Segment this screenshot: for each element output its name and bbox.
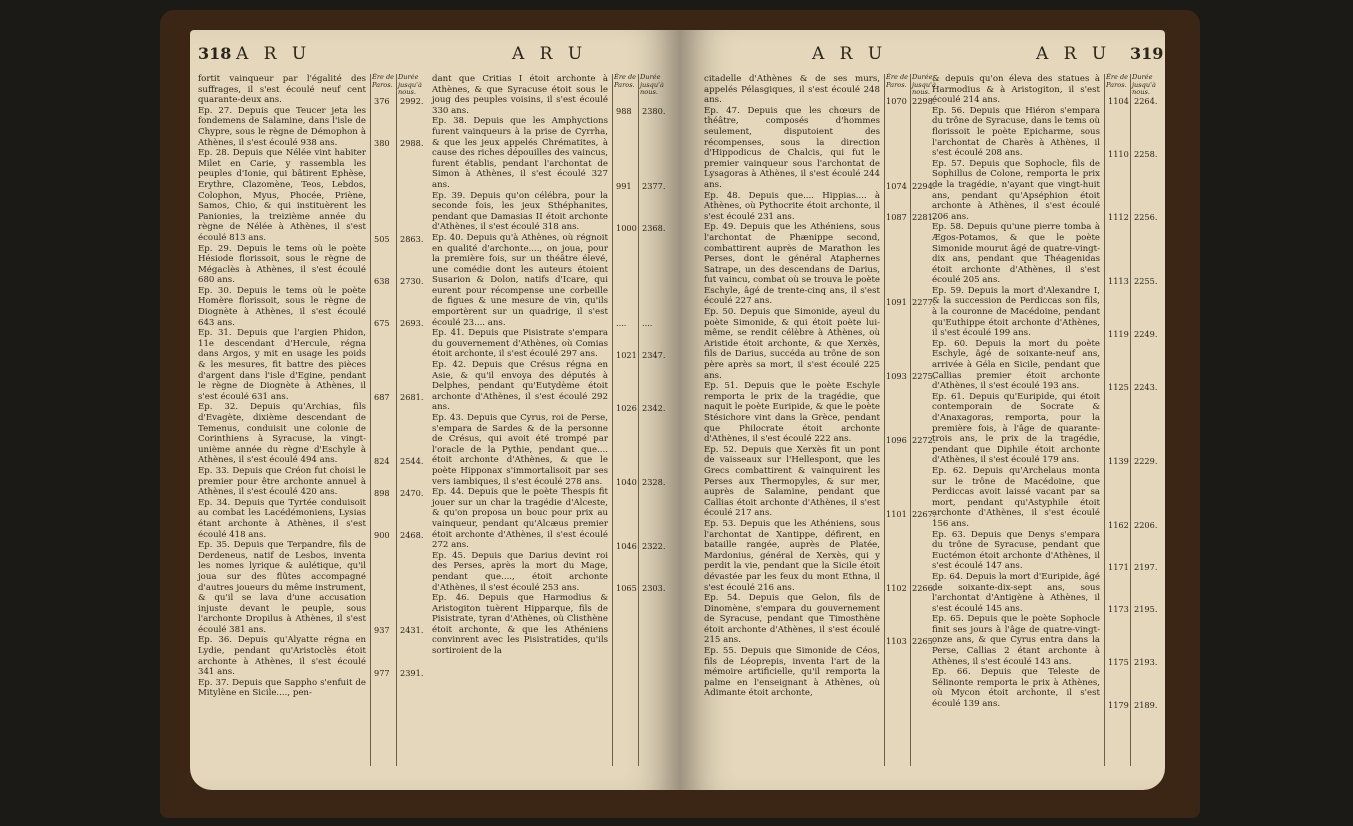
era-value: 900 [374,530,390,541]
era-value: 988 [616,106,632,117]
epoch-text: Ep. 46. Depuis que Harmodius & Aristogiton tuèrent Hipparque, fils de Pisistrate, tyran d'Athènes, où Clisthène étoit archonte, & que les Athéniens convinrent avec les Pisistratides, qu'ils sortiroient de la [432,593,608,657]
epoch-entry [704,222,936,308]
duree-value: 2328. [642,477,666,488]
duree-value: 2275. [912,371,936,382]
epoch-text: Ep. 54. Depuis que Gelon, fils de Dinomène, s'empara du gouvernement de Syracuse, pendant que Timosthène étoit archonte d'Athènes, il s'est écoulé 215 ans. [704,593,880,646]
duree-value: 2431. [400,625,424,636]
epoch-entry [932,465,1158,530]
duree-value: 2189. [1134,699,1158,710]
column-rule [370,74,371,766]
epoch-entry [198,148,424,244]
epoch-text: Ep. 27. Depuis que Teucer jeta les fondemens de Salamine, dans l'isle de Chypre, sous le règne de Démophon à Athènes, il s'est écoulé 938 ans. [198,105,366,148]
duree-value: 2380. [642,106,666,117]
epoch-text: & depuis qu'on éleva des statues à Harmodius & à Aristogiton, il s'est écoulé 214 ans. [932,74,1100,106]
era-value: 1173 [1108,604,1129,615]
duree-value: 2863. [400,233,424,244]
epoch-text: Ep. 47. Depuis que les chœurs de théâtre, composés d'hommes seulement, disputoient des récompenses, sous la direction d'Hippodicus de Chalcis, qui fut le premier vainqueur sous l'archontat de Lysagoras à Athènes, il s'est écoulé 244 ans. [704,105,880,190]
epoch-entry [432,232,653,329]
era-value: 1087 [886,212,907,223]
epoch-entry [432,413,666,488]
era-value: 380 [374,138,390,149]
epoch-entry [198,465,424,498]
epoch-text: Ep. 29. Depuis le tems où le poète Hésiode florissoit, sous le règne de Mégaclès à Athènes, il s'est écoulé 680 ans. [198,243,366,286]
epoch-text: Ep. 38. Depuis que les Amphyctions furent vainqueurs à la prise de Cyrrha, & que les jeux appelés Chrématites, à cause des riches dépouilles des vaincus, furent établis, pendant l'archontat de Simon à Athènes, il s'est écoulé 327 ans. [432,116,608,190]
duree-value: 2265. [912,636,936,647]
epoch-text: fortit vainqueur par l'égalité des suffrages, il s'est écoulé neuf cent quarante-deux ans. [198,74,366,106]
duree-value: 2298. [912,95,936,106]
duree-value: 2681. [400,392,424,403]
duree-value: 2303. [642,583,666,594]
era-value: 1074 [886,180,907,191]
epoch-entry [704,105,936,191]
duree-value: 2243. [1134,381,1158,392]
era-value: 1021 [616,350,637,361]
epoch-entry [432,328,666,361]
era-value: 1113 [1108,275,1129,286]
duree-value: 2255. [1134,275,1158,286]
era-value: 505 [374,233,390,244]
era-value: 1070 [886,95,907,106]
epoch-text: Ep. 66. Depuis que Teleste de Sélinonte remporta le prix à Athènes, où Mycon étoit archonte, il s'est écoulé 139 ans. [932,667,1100,710]
epoch-entry [704,646,880,699]
epoch-text: Ep. 35. Depuis que Terpandre, fils de Derdeneus, natif de Lesbos, inventa les nomes lyrique & aulétique, qu'il joua sur des flûtes accompagné d'autres joueurs du même instrument, & qu'il se lava d'une accusation injuste devant le peuple, sous l'archonte Dropilus à Athènes, il s'est écoulé 381 ans. [198,540,366,635]
epoch-entry [198,678,366,699]
era-value: 937 [374,625,390,636]
epoch-entry [198,285,424,329]
epoch-text: Ep. 43. Depuis que Cyrus, roi de Perse, s'empara de Sardes & de la personne de Crésus, qui avoit été trompé par l'oracle de la Pythie, pendant que.... étoit archonte d'Athènes, & que le poète Hipponax s'immortalisoit par ses vers iambiques, il s'est écoulé 278 ans. [432,413,608,487]
duree-value: .... [642,318,653,329]
column-rule [1104,74,1105,766]
epoch-entry [198,402,424,466]
epoch-text: Ep. 31. Depuis que l'argien Phidon, 11e descendant d'Hercule, régna dans Argos, y mit en usage les poids & les mesures, fit battre des pièces d'argent dans l'isle d'Egine, pendant le règne de Diognète à Athènes, il s'est écoulé 631 ans. [198,328,366,402]
era-value: 1096 [886,434,907,445]
right-col1-table-header [886,74,938,97]
era-value: 1000 [616,222,637,233]
era-value: 1112 [1108,212,1129,223]
epoch-entry [932,158,1158,223]
epoch-text: Ep. 51. Depuis que le poète Eschyle remporta le prix de la tragédie, que naquit le poète Euripide, & que le poète Stésichore vint dans la Grèce, pendant que Philocrate étoit archonte d'Athènes, il s'est écoulé 222 ans. [704,381,880,445]
era-header: Ère de Paros. [886,73,909,89]
epoch-text: Ep. 53. Depuis que les Athéniens, sous l'archontat de Xantippe, défirent, en bataille rangée, auprès de Platée, Mardonius, général de Xerxès, qui y perdit la vie, pendant que la Sicile étoit dévastée par les feux du mont Ethna, il s'est écoulé 216 ans. [704,518,880,593]
epoch-entry [704,307,936,382]
epoch-text: Ep. 61. Depuis qu'Euripide, qui étoit contemporain de Socrate & d'Anaxagoras, remporta, pour la première fois, à l'âge de quarante-trois ans, le prix de la tragédie, pendant que Diphile étoit archonte d'Athènes, il s'est écoulé 179 ans. [932,391,1100,466]
duree-value: 2342. [642,403,666,413]
era-value: 1162 [1108,519,1129,530]
era-value: 1040 [616,477,637,488]
left-col1-table-header [372,74,424,97]
duree-value: 2544. [400,455,424,466]
epoch-entry [704,381,936,445]
duree-value: 2206. [1134,519,1158,530]
duree-header: Durée jusqu'à nous. [640,73,664,97]
duree-value: 2256. [1134,212,1158,223]
era-value: 1093 [886,371,907,382]
epoch-entry [932,105,1158,159]
epoch-text: Ep. 33. Depuis que Créon fut choisi le premier pour être archonte annuel à Athènes, il s'est écoulé 420 ans. [198,465,366,498]
column-rule [910,74,911,766]
epoch-text: Ep. 57. Depuis que Sophocle, fils de Sophillus de Colone, remporta le prix de la tragédie, n'ayant que vingt-huit ans, pendant qu'Apséphion étoit archonte à Athènes, il s'est écoulé 206 ans. [932,158,1100,222]
era-value: 1103 [886,636,907,647]
epoch-entry [932,391,1158,466]
epoch-entry [704,518,936,594]
right-running-title: A R U [1036,44,1112,64]
epoch-text: Ep. 45. Depuis que Darius devint roi des Perses, après la mort du Mage, pendant que...., étoit archonte d'Athènes, il s'est écoulé 253 ans. [432,550,608,593]
epoch-entry [932,529,1158,572]
duree-value: 2277. [912,297,936,308]
duree-value: 2193. [1134,657,1158,668]
epoch-text: Ep. 50. Depuis que Simonide, ayeul du poète Simonide, & qui étoit poète lui-même, se rendit célèbre à Athènes, où Aristide étoit archonte, & que Xerxès, fils de Darius, succéda au trône de son père après sa mort, il s'est écoulé 225 ans. [704,307,880,381]
era-value: 1102 [886,583,907,594]
era-value: 824 [374,455,390,466]
era-value: 977 [374,667,390,678]
epoch-text: Ep. 39. Depuis qu'on célébra, pour la seconde fois, les jeux Sthéphanites, pendant que Damasias II étoit archonte d'Athènes, il s'est écoulé 318 ans. [432,190,608,233]
right-running-head [680,44,1165,66]
duree-value: 2693. [400,318,424,329]
era-value: 1119 [1108,328,1129,339]
duree-value: 2249. [1134,328,1158,339]
epoch-text: Ep. 30. Depuis le tems où le poète Homère florissoit, sous le règne de Diognète à Athènes, il s'est écoulé 643 ans. [198,285,366,328]
epoch-text: Ep. 37. Depuis que Sappho s'enfuit de Mitylène en Sicile...., pen- [198,677,366,699]
epoch-entry [932,338,1158,392]
era-value: 1171 [1108,561,1129,572]
epoch-text: Ep. 55. Depuis que Simonide de Céos, fils de Léoprepis, inventa l'art de la mémoire artificielle, qu'il remporta la palme en l'enseignant à Athènes, où Adimante étoit archonte, [704,646,880,699]
epoch-entry [704,190,936,223]
epoch-entry [432,116,666,191]
epoch-text: Ep. 60. Depuis la mort du poète Eschyle, âgé de soixante-neuf ans, arrivée à Géla en Sicile, pendant que Callias premier étoit archonte d'Athènes, il s'est écoulé 193 ans. [932,338,1100,392]
duree-value: 2294. [912,180,936,191]
epoch-entry [198,540,424,636]
epoch-text: Ep. 36. Depuis qu'Alyatte régna en Lydie, pendant qu'Aristoclès étoit archonte à Athènes, il s'est écoulé 341 ans. [198,635,366,678]
epoch-text: Ep. 52. Depuis que Xerxès fit un pont de vaisseaux sur l'Hellespont, que les Grecs combattirent & vainquirent les Perses aux Thermopyles, & sur mer, auprès de Salamine, pendant que Callias étoit archonte d'Athènes, il s'est écoulé 217 ans. [704,444,880,519]
right-page [680,30,1165,790]
epoch-text: Ep. 56. Depuis que Hiéron s'empara du trône de Syracuse, dans le tems où florissoit le poète Epicharme, sous l'archontat de Charès à Athènes, il s'est écoulé 208 ans. [932,105,1100,159]
epoch-entry [932,614,1158,668]
epoch-entry [432,487,666,551]
column-rule [396,74,397,766]
epoch-text: Ep. 28. Depuis que Nélée vint habiter Milet en Carie, y rassembla les peuples d'Ionie, qui bâtirent Ephèse, Erythre, Clazomène, Teos, Lebdos, Colophon, Myus, Phocée, Priène, Samos, Chio, & qui instituèrent les Panionies, la treizième année du règne de Nélée à Athènes, il s'est écoulé 813 ans. [198,148,366,243]
era-value: 991 [616,180,632,191]
era-value: 675 [374,318,390,329]
epoch-text: Ep. 62. Depuis qu'Archelaus monta sur le trône de Macédoine, que Perdiccas avoit laissé vacant par sa mort, pendant qu'Astyphile étoit archonte d'Athènes, il s'est écoulé 156 ans. [932,465,1100,529]
duree-value: 2347. [642,350,666,361]
duree-value: 2391. [400,667,424,678]
era-value: 1110 [1108,148,1129,159]
duree-header: Durée jusqu'à nous. [912,73,936,97]
duree-value: 2988. [400,138,424,149]
column-rule [612,74,613,766]
left-running-title: A R U [236,44,312,64]
epoch-entry [432,550,666,594]
epoch-text: Ep. 64. Depuis la mort d'Euripide, âgé de soixante-dix-sept ans, sous l'archontat d'Antigène à Athènes, il s'est écoulé 145 ans. [932,571,1100,614]
duree-value: 2264. [1134,95,1158,106]
era-value: .... [616,318,627,329]
epoch-text: Ep. 63. Depuis que Denys s'empara du trône de Syracuse, pendant que Euctémon étoit archonte d'Athènes, il s'est écoulé 147 ans. [932,529,1100,572]
epoch-text: Ep. 41. Depuis que Pisistrate s'empara du gouvernement d'Athènes, où Comias étoit archonte, il s'est écoulé 297 ans. [432,328,608,360]
right-col2-table-header [1106,74,1158,97]
epoch-text: Ep. 49. Depuis que les Athéniens, sous l'archontat de Phænippe second, combattirent auprès de Marathon les Perses, dont le général Ataphernes Satrape, un des descendans de Darius, fut vaincu, combat où se trouva le poète Eschyle, âgé de trente-cinq ans, il s'est écoulé 227 ans. [704,222,880,307]
left-running-head [190,44,680,66]
duree-value: 2266. [912,583,936,594]
epoch-text: citadelle d'Athènes & de ses murs, appelés Pélasgiques, il s'est écoulé 248 ans. [704,74,880,106]
duree-value: 2195. [1134,604,1158,615]
duree-value: 2470. [400,487,424,498]
epoch-entry [932,667,1158,710]
era-value: 898 [374,487,390,498]
epoch-entry [932,571,1158,615]
epoch-text: Ep. 34. Depuis que Tyrtée conduisoit au combat les Lacédémoniens, Lysias étant archonte à Athènes, il s'est écoulé 418 ans. [198,497,366,540]
epoch-entry [932,222,1158,286]
epoch-text: Ep. 42. Depuis que Crésus régna en Asie, & qu'il envoya des députés à Delphes, pendant qu'Eutydème étoit archonte d'Athènes, il s'est écoulé 292 ans. [432,360,608,413]
era-value: 638 [374,275,390,286]
duree-value: 2258. [1134,148,1158,159]
duree-value: 2730. [400,275,424,286]
duree-value: 2377. [642,180,666,191]
epoch-entry [432,593,608,657]
duree-value: 2229. [1134,455,1158,466]
epoch-text: Ep. 48. Depuis que.... Hippias.... à Athènes, où Pythocrite étoit archonte, il s'est écoulé 231 ans. [704,190,880,222]
duree-value: 2322. [642,540,666,551]
epoch-text: Ep. 65. Depuis que le poète Sophocle finit ses jours à l'âge de quatre-vingt-onze ans, & que Cyrus entra dans la Perse, Callias 2 étant archonte à Athènes, il s'est écoulé 143 ans. [932,614,1100,667]
epoch-entry [198,635,424,678]
duree-header: Durée jusqu'à nous. [398,73,422,97]
era-value: 1175 [1108,657,1129,668]
era-value: 1065 [616,583,637,594]
epoch-entry [198,105,424,149]
epoch-text: Ep. 58. Depuis qu'une pierre tomba à Ægos-Potamos, & que le poète Simonide mourut âgé de quatre-vingt-dix ans, pendant que Théagenidas étoit archonte d'Athènes, il s'est écoulé 205 ans. [932,222,1100,286]
epoch-entry [932,285,1158,339]
era-header: Ère de Paros. [1106,73,1129,89]
epoch-entry [704,593,936,647]
duree-value: 2992. [400,95,424,106]
right-running-title-center: A R U [812,44,888,64]
column-rule [884,74,885,766]
era-value: 1046 [616,540,637,551]
era-value: 1125 [1108,381,1129,392]
epoch-entry [432,360,666,413]
left-page-number: 318 [198,44,232,63]
era-value: 1091 [886,297,907,308]
right-page-number: 319 [1130,44,1164,63]
left-col2-table-header [614,74,666,97]
epoch-text: dant que Critias I étoit archonte à Athènes, & que Syracuse étoit sous le joug des peuples voisins, il s'est écoulé 330 ans. [432,74,608,116]
duree-value: 2272. [912,434,936,445]
epoch-text: Ep. 32. Depuis qu'Archias, fils d'Evagète, dixième descendant de Temenus, conduisit une colonie de Corinthiens à Syracuse, la vingt-unième année du règne d'Eschyle à Athènes, il s'est écoulé 494 ans. [198,402,366,466]
column-rule [638,74,639,766]
duree-value: 2281. [912,212,936,223]
era-value: 687 [374,392,390,403]
epoch-entry [198,328,424,403]
duree-value: 2368. [642,222,666,233]
epoch-text: Ep. 40. Depuis qu'à Athènes, où régnoit en qualité d'archonte...., on joua, pour la première fois, sur un théâtre élevé, une comédie dont les auteurs étoient Susarion & Dolon, natifs d'Icare, qui eurent pour récompense une corbeille de figues & une mesure de vin, qu'ils emportèrent sur un quadrige, il s'est écoulé 23.... ans. [432,232,608,328]
left-running-title-center: A R U [512,44,588,64]
column-rule [1130,74,1131,766]
duree-value: 2197. [1134,561,1158,572]
epoch-entry [704,444,936,519]
era-value: 376 [374,95,390,106]
duree-header: Durée jusqu'à nous. [1132,73,1156,97]
era-value: 1104 [1108,95,1129,106]
epoch-entry [198,497,424,541]
era-header: Ère de Paros. [372,73,395,89]
era-value: 1139 [1108,455,1129,466]
epoch-text: Ep. 59. Depuis la mort d'Alexandre I, & la succession de Perdiccas son fils, à la couronne de Macédoine, pendant qu'Euthippe étoit archonte d'Athènes, il s'est écoulé 199 ans. [932,285,1100,339]
era-value: 1026 [616,403,637,413]
era-header: Ère de Paros. [614,73,637,89]
epoch-text: Ep. 44. Depuis que le poète Thespis fit jouer sur un char la tragédie d'Alceste, & qu'on proposa un bouc pour prix au vainqueur, pendant qu'Alcæus premier étoit archonte d'Athènes, il s'est écoulé 272 ans. [432,487,608,551]
duree-value: 2468. [400,530,424,541]
duree-value: 2267. [912,508,936,519]
era-value: 1179 [1108,699,1129,710]
epoch-entry [198,243,424,286]
left-page [190,30,680,790]
era-value: 1101 [886,508,907,519]
epoch-entry [432,190,666,233]
